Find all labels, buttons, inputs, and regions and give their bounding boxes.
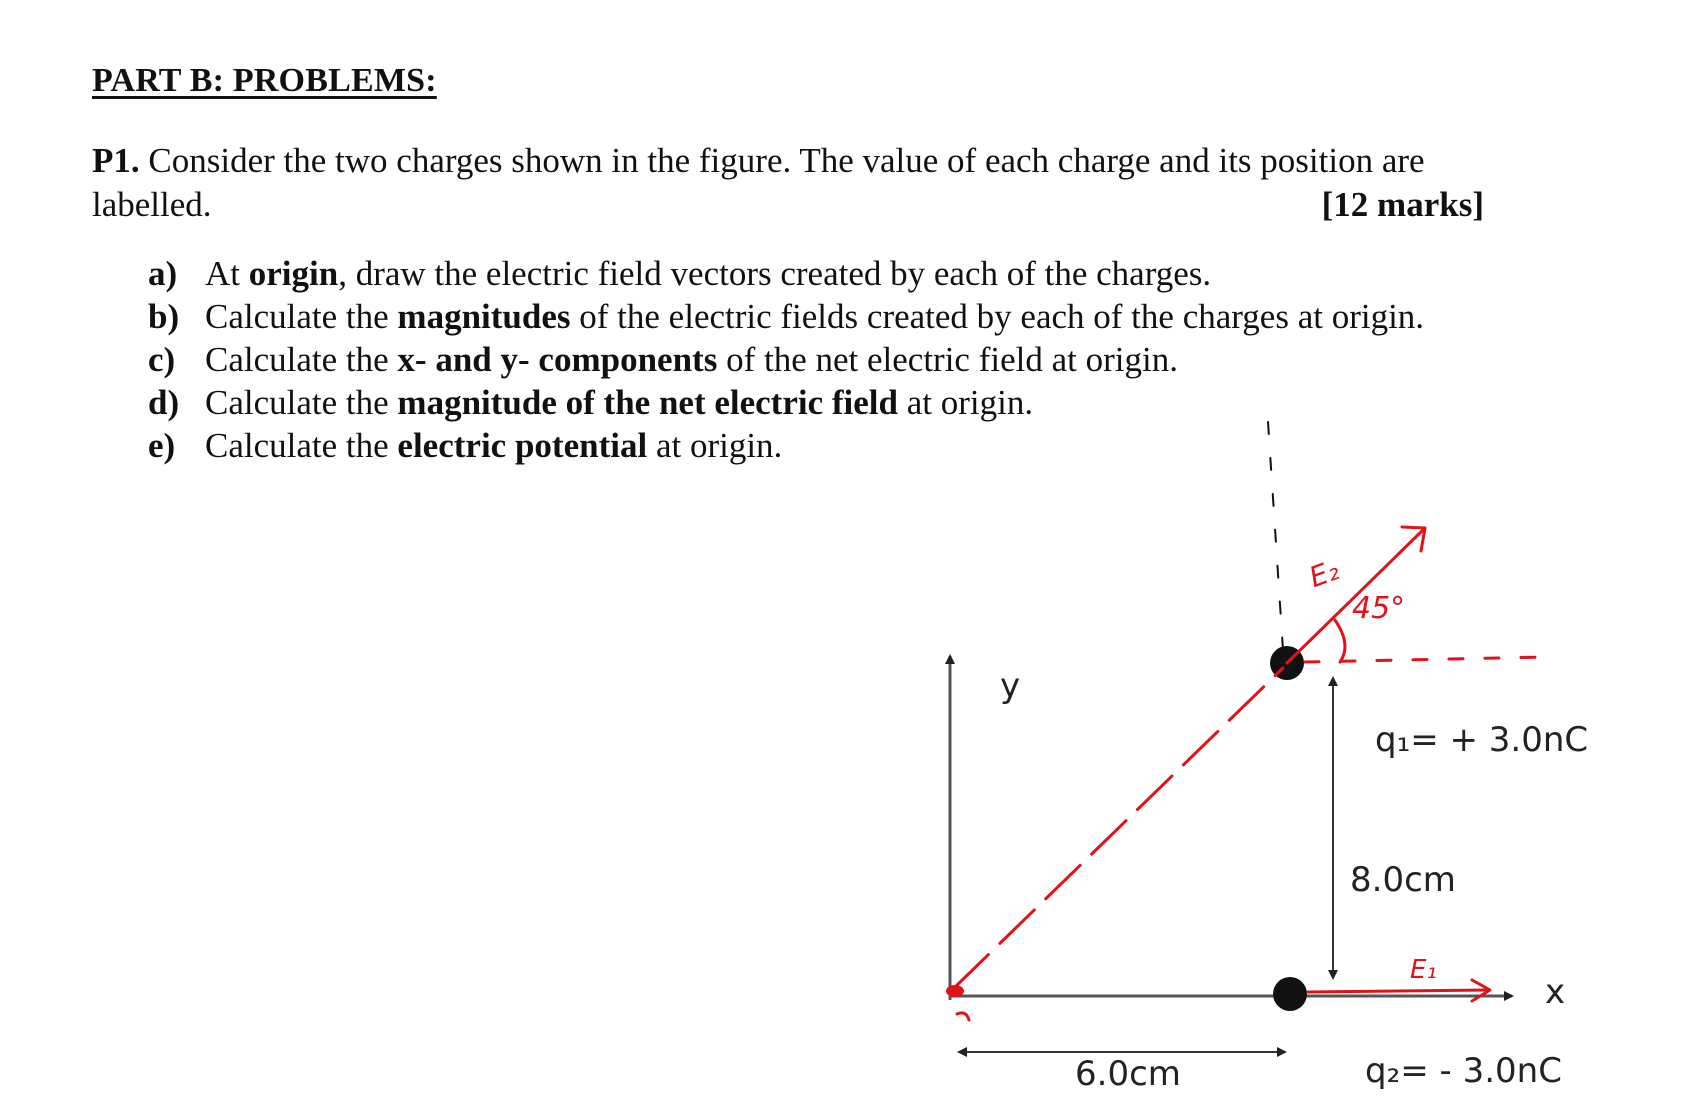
q1-label: q₁= + 3.0nC xyxy=(1375,720,1589,760)
origin-mark xyxy=(957,1013,969,1020)
angle-label: 45° xyxy=(1352,591,1406,626)
question-text: Calculate the magnitude of the net electric field at origin. xyxy=(205,383,1034,422)
e1-vector-label: E₁ xyxy=(1410,955,1437,985)
origin-to-q1-dashed-line xyxy=(954,668,1283,988)
question-letter: d) xyxy=(148,383,180,422)
question-text: Calculate the magnitudes of the electric fields created by each of the charges at origin. xyxy=(205,297,1425,336)
marks-label: [12 marks] xyxy=(1321,185,1484,224)
horizontal-distance-label: 6.0cm xyxy=(1075,1054,1181,1094)
question-letter: e) xyxy=(148,426,176,465)
angle-arc xyxy=(1335,620,1345,662)
question-letter: b) xyxy=(148,297,180,336)
e2-vector-label: E₂ xyxy=(1304,553,1344,595)
vertical-distance-label: 8.0cm xyxy=(1350,860,1456,900)
question-letter: c) xyxy=(148,340,176,379)
problem-number: P1. xyxy=(92,141,140,180)
problem-intro-text: Consider the two charges shown in the figure. The value of each charge and its position are labelled. xyxy=(92,141,1425,224)
e2-field-vector xyxy=(1308,990,1488,992)
question-text: At origin, draw the electric field vectors created by each of the charges. xyxy=(205,254,1212,293)
origin-dot xyxy=(946,985,964,997)
question-text: Calculate the electric potential at origin. xyxy=(205,426,783,465)
y-axis-label: y xyxy=(1000,666,1021,706)
x-axis-label: x xyxy=(1545,972,1566,1012)
question-letter: a) xyxy=(148,254,178,293)
charge-q2 xyxy=(1273,977,1307,1011)
vertical-dashed-guide xyxy=(1268,422,1283,650)
question-text: Calculate the x- and y- components of the net electric field at origin. xyxy=(205,340,1178,379)
q2-label: q₂= - 3.0nC xyxy=(1365,1051,1562,1091)
section-title: PART B: PROBLEMS: xyxy=(92,62,437,99)
